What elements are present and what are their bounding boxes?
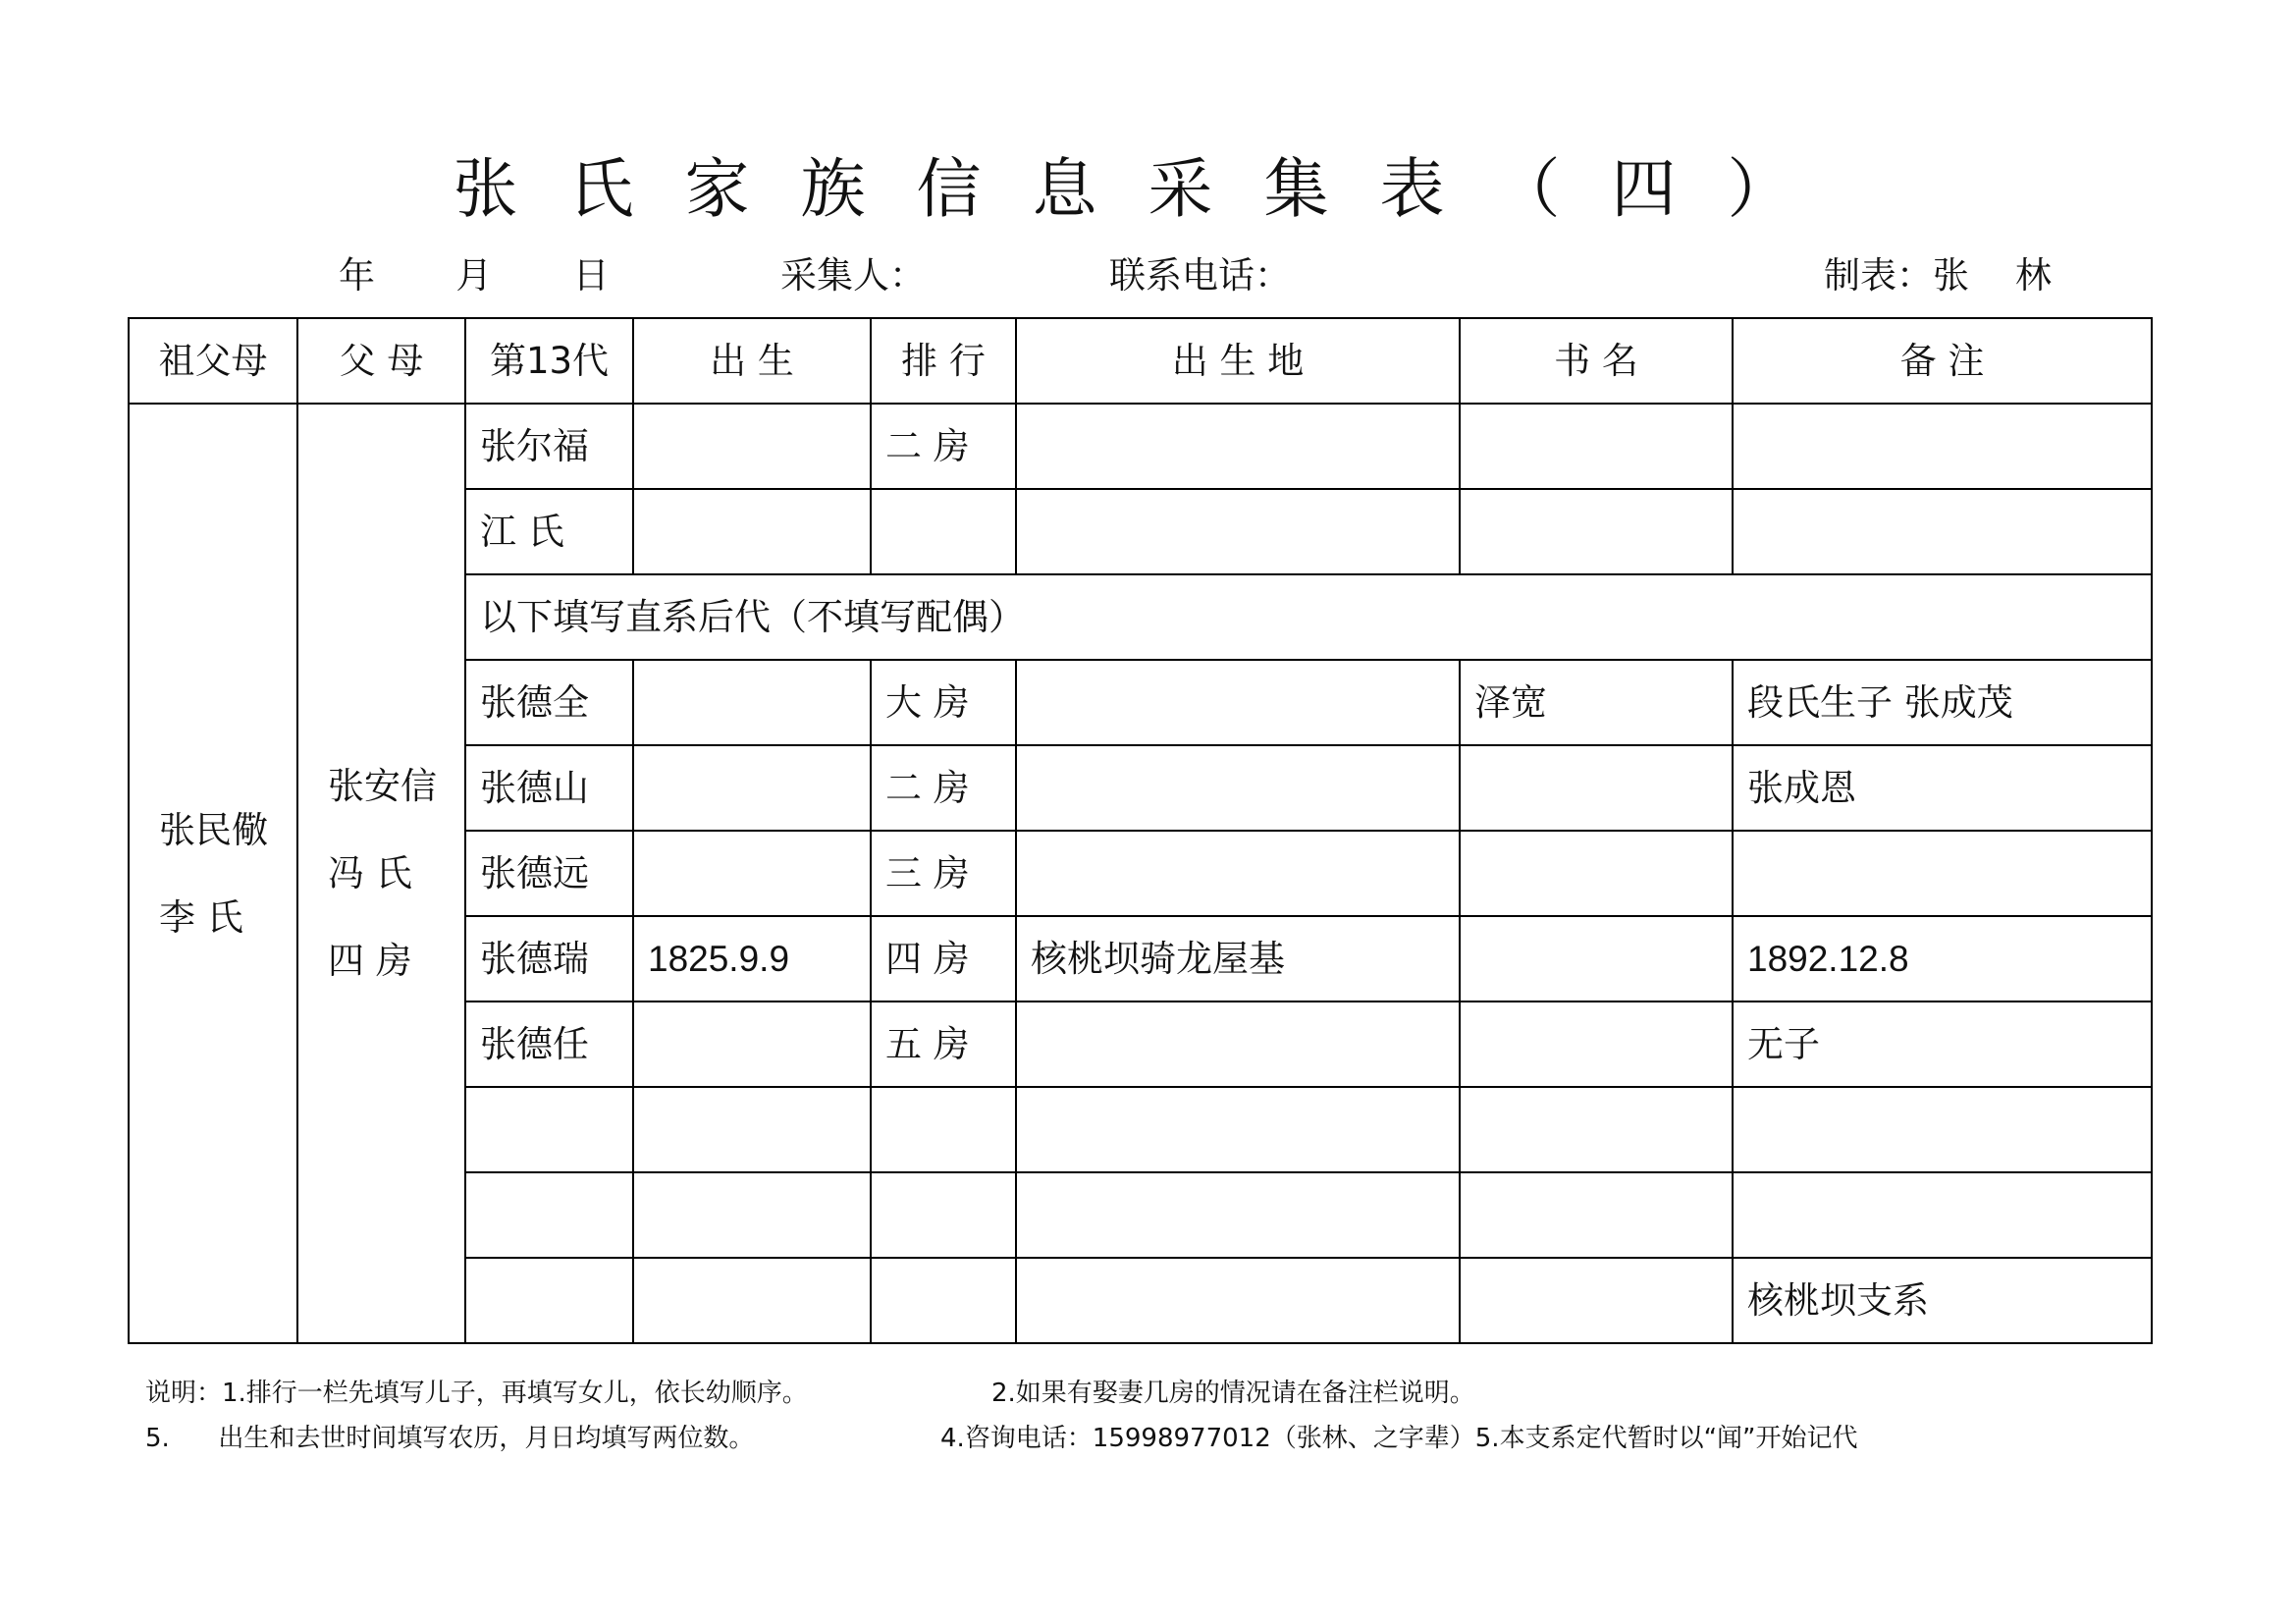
- column-header: 第13代: [465, 318, 633, 404]
- book-name-cell[interactable]: [1460, 831, 1733, 916]
- parents-cell: [297, 404, 465, 1343]
- name-cell[interactable]: 张德全: [465, 660, 633, 745]
- birth-cell[interactable]: [633, 831, 871, 916]
- rank-cell[interactable]: 大 房: [871, 660, 1016, 745]
- book-name-cell[interactable]: [1460, 916, 1733, 1001]
- note-line2-a: 5. 出生和去世时间填写农历，月日均填写两位数。: [145, 1424, 755, 1453]
- birth-cell[interactable]: [633, 404, 871, 489]
- birthplace-cell[interactable]: [1016, 1172, 1460, 1258]
- rank-cell[interactable]: [871, 489, 1016, 574]
- name-cell[interactable]: 张德远: [465, 831, 633, 916]
- birth-cell[interactable]: [633, 1087, 871, 1172]
- birth-cell[interactable]: [633, 1001, 871, 1087]
- remark-cell[interactable]: [1733, 1087, 2152, 1172]
- rank-cell[interactable]: [871, 1258, 1016, 1343]
- birth-cell[interactable]: [633, 1172, 871, 1258]
- column-header: 出 生: [633, 318, 871, 404]
- remark-cell[interactable]: [1733, 404, 2152, 489]
- book-name-cell[interactable]: [1460, 1087, 1733, 1172]
- birth-cell[interactable]: 1825.9.9: [633, 916, 871, 1001]
- column-header: 出 生 地: [1016, 318, 1460, 404]
- grandparents-cell: [129, 404, 297, 1343]
- grandmother-name: 李 氏: [159, 895, 243, 939]
- birthplace-cell[interactable]: [1016, 404, 1460, 489]
- descendants-note: 以下填写直系后代（不填写配偶）: [465, 574, 2152, 660]
- birthplace-cell[interactable]: [1016, 489, 1460, 574]
- birth-cell[interactable]: [633, 489, 871, 574]
- remark-cell[interactable]: 张成恩: [1733, 745, 2152, 831]
- birthplace-cell[interactable]: [1016, 745, 1460, 831]
- remark-cell[interactable]: 1892.12.8: [1733, 916, 2152, 1001]
- book-name-cell[interactable]: [1460, 1172, 1733, 1258]
- parents-rank: 四 房: [328, 940, 412, 982]
- remark-cell[interactable]: 段氏生子 张成茂: [1733, 660, 2152, 745]
- book-name-cell[interactable]: [1460, 404, 1733, 489]
- page-title: 张氏家族信息采集表（四）: [453, 151, 1843, 227]
- rank-cell[interactable]: 二 房: [871, 745, 1016, 831]
- name-cell[interactable]: [465, 1172, 633, 1258]
- name-cell[interactable]: 张德山: [465, 745, 633, 831]
- date-label: 年 月 日: [339, 254, 610, 297]
- book-name-cell[interactable]: [1460, 745, 1733, 831]
- rank-cell[interactable]: 三 房: [871, 831, 1016, 916]
- name-cell[interactable]: 江 氏: [465, 489, 633, 574]
- rank-cell[interactable]: [871, 1087, 1016, 1172]
- remark-cell[interactable]: [1733, 489, 2152, 574]
- name-cell[interactable]: [465, 1258, 633, 1343]
- father-name: 张安信: [328, 765, 437, 807]
- column-header: 书 名: [1460, 318, 1733, 404]
- note-line2-b: 4.咨询电话：15998977012（张林、之字辈）5.本支系定代暂时以“闻”开始记代: [940, 1424, 1858, 1453]
- remark-cell[interactable]: 核桃坝支系: [1733, 1258, 2152, 1343]
- family-info-table: [128, 317, 2153, 1344]
- made-by-label: 制表：张 林: [1824, 254, 2053, 297]
- remark-cell[interactable]: [1733, 831, 2152, 916]
- note-line1-b: 2.如果有娶妻几房的情况请在备注栏说明。: [991, 1379, 1475, 1408]
- book-name-cell[interactable]: [1460, 1258, 1733, 1343]
- birthplace-cell[interactable]: 核桃坝骑龙屋基: [1016, 916, 1460, 1001]
- column-header: 父 母: [297, 318, 465, 404]
- remark-cell[interactable]: 无子: [1733, 1001, 2152, 1087]
- book-name-cell[interactable]: 泽宽: [1460, 660, 1733, 745]
- rank-cell[interactable]: 五 房: [871, 1001, 1016, 1087]
- mother-name: 冯 氏: [328, 852, 412, 894]
- birthplace-cell[interactable]: [1016, 1258, 1460, 1343]
- birth-cell[interactable]: [633, 1258, 871, 1343]
- table-row: [129, 404, 2152, 489]
- rank-cell[interactable]: 二 房: [871, 404, 1016, 489]
- rank-cell[interactable]: [871, 1172, 1016, 1258]
- name-cell[interactable]: [465, 1087, 633, 1172]
- book-name-cell[interactable]: [1460, 1001, 1733, 1087]
- collector-label: 采集人：: [780, 254, 926, 297]
- birthplace-cell[interactable]: [1016, 1001, 1460, 1087]
- column-header: 祖父母: [129, 318, 297, 404]
- remark-cell[interactable]: [1733, 1172, 2152, 1258]
- table-header-row: [129, 318, 2152, 404]
- book-name-cell[interactable]: [1460, 489, 1733, 574]
- column-header: 备 注: [1733, 318, 2152, 404]
- birth-cell[interactable]: [633, 660, 871, 745]
- phone-label: 联系电话：: [1109, 254, 1291, 297]
- grandfather-name: 张民儆: [159, 808, 268, 851]
- name-cell[interactable]: 张尔福: [465, 404, 633, 489]
- column-header: 排 行: [871, 318, 1016, 404]
- note-line1-a: 说明：1.排行一栏先填写儿子，再填写女儿，依长幼顺序。: [145, 1379, 808, 1408]
- birthplace-cell[interactable]: [1016, 831, 1460, 916]
- name-cell[interactable]: 张德任: [465, 1001, 633, 1087]
- birth-cell[interactable]: [633, 745, 871, 831]
- rank-cell[interactable]: 四 房: [871, 916, 1016, 1001]
- name-cell[interactable]: 张德瑞: [465, 916, 633, 1001]
- birthplace-cell[interactable]: [1016, 1087, 1460, 1172]
- birthplace-cell[interactable]: [1016, 660, 1460, 745]
